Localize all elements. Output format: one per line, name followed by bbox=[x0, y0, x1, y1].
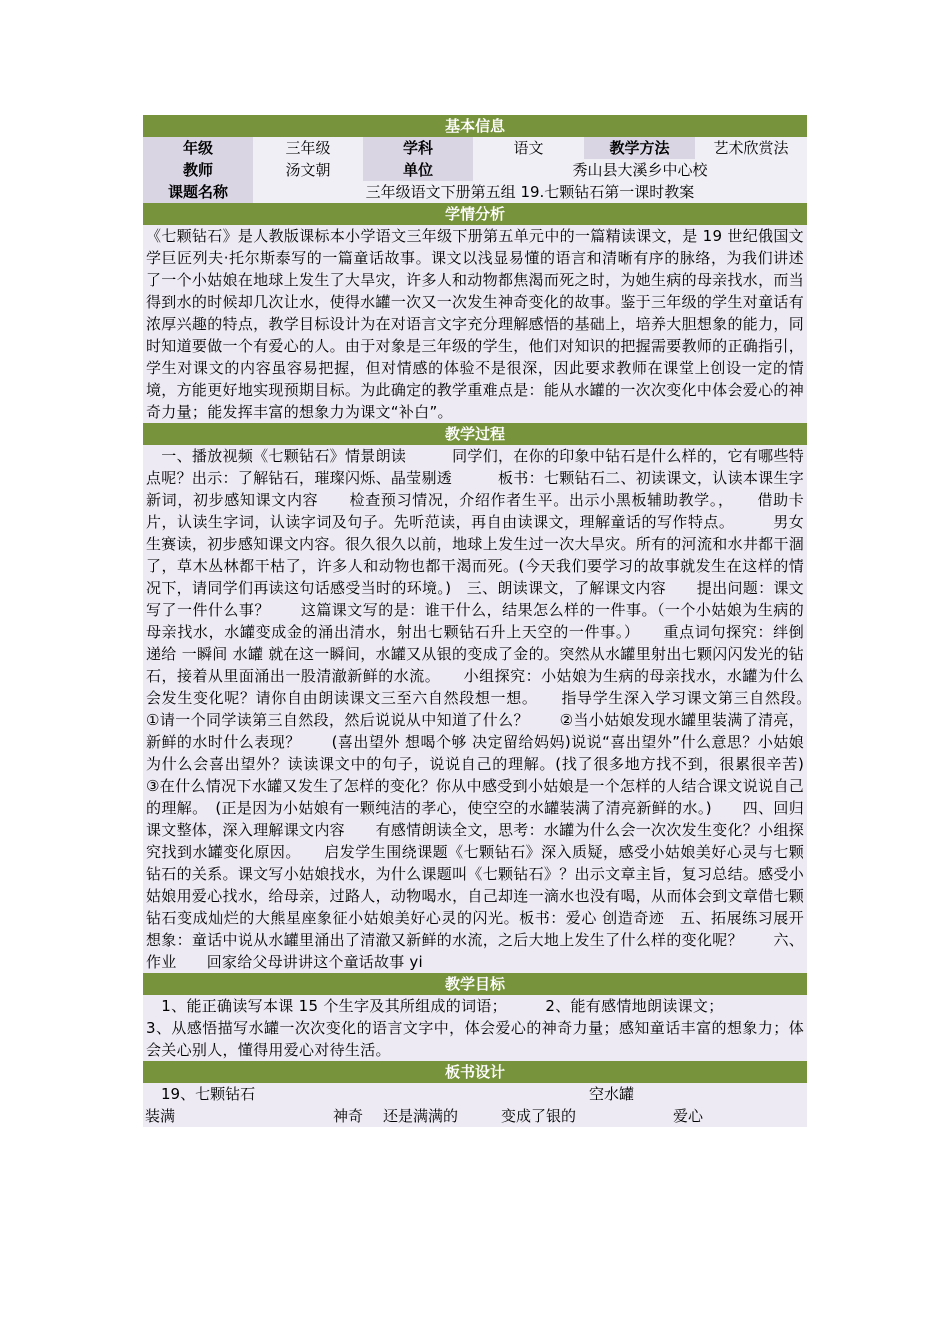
section-header-analysis: 学情分析 bbox=[143, 203, 807, 225]
board-still-full: 还是满满的 bbox=[383, 1107, 459, 1125]
method-label: 教学方法 bbox=[584, 137, 695, 159]
grade-label: 年级 bbox=[143, 137, 253, 159]
board-title: 19、七颗钻石 bbox=[161, 1085, 256, 1103]
grade-value: 三年级 bbox=[253, 137, 363, 159]
board-became-silver: 变成了银的 bbox=[501, 1107, 577, 1125]
board-love: 爱心 bbox=[673, 1107, 704, 1125]
subject-label: 学科 bbox=[363, 137, 473, 159]
board-empty-jar: 空水罐 bbox=[589, 1085, 635, 1103]
info-row-3 bbox=[143, 181, 807, 203]
section-header-process: 教学过程 bbox=[143, 423, 807, 445]
info-row-2 bbox=[143, 159, 807, 181]
board-full: 装满 bbox=[145, 1107, 176, 1125]
goals-line-1: 1、能正确读写本课 15 个生字及其所组成的词语； 2、能有感情地朗读课文； bbox=[146, 997, 724, 1015]
basic-info-table bbox=[143, 137, 807, 203]
teacher-value: 汤文朝 bbox=[253, 159, 363, 181]
board-magic: 神奇 bbox=[333, 1107, 364, 1125]
lesson-plan-document bbox=[143, 115, 835, 1127]
section-header-goals: 教学目标 bbox=[143, 973, 807, 995]
section-header-basic-info: 基本信息 bbox=[143, 115, 807, 137]
topic-value: 三年级语文下册第五组 19.七颗钻石第一课时教案 bbox=[253, 181, 807, 203]
board-design-block bbox=[143, 1083, 807, 1127]
process-paragraph: 一、播放视频《七颗钻石》情景朗读 同学们，在你的印象中钻石是什么样的，它有哪些特点呢？出示：了解钻石，璀璨闪烁、晶莹剔透 板书：七颗钻石二、初读课文，认读本课生字新词，初步感知课文内容 检查预习情况，介绍作者生平。出示小黑板辅助教学。， 借助卡片，认读生字词，认读字词及句子。先听范读，再自由读课文，理解童话的写作特点。 男女生赛读，初步感知课文内容。很久很久以前，地球上发生过一次大旱灾。所有的河流和水井都干涸了，草木丛林都干枯了，许多人和动物也都干渴而死。(今天我们要学习的故事就发生在这样的情况下，请同学们再读这句话感受当时的环境。) 三、朗读课文，了解课文内容 提出问题：课文写了一件什么事？ 这篇课文写的是：谁干什么，结果怎么样的一件事。（一个小姑娘为生病的母亲找水，水罐变成金的涌出清水，射出七颗钻石升上天空的一件事。） 重点词句探究：绊倒 递给 一瞬间 水罐 就在这一瞬间，水罐又从银的变成了金的。突然从水罐里射出七颗闪闪发光的钻石，接着从里面涌出一股清澈新鲜的水流。 小组探究：小姑娘为生病的母亲找水，水罐为什么会发生变化呢？请你自由朗读课文三至六自然段想一想。 指导学生深入学习课文第三自然段。 ①请一个同学读第三自然段，然后说说从中知道了什么？ ②当小姑娘发现水罐里装满了清亮，新鲜的水时什么表现？ (喜出望外 想喝个够 决定留给妈妈)说说“喜出望外”什么意思？小姑娘为什么会喜出望外？读读课文中的句子，说说自己的理解。(找了很多地方找不到，很累很辛苦) ③在什么情况下水罐又发生了怎样的变化？你从中感受到小姑娘是一个怎样的人结合课文说说自己的理解。 (正是因为小姑娘有一颗纯洁的孝心，使空空的水罐装满了清亮新鲜的水。) 四、回归课文整体，深入理解课文内容 有感情朗读全文，思考：水罐为什么会一次次发生变化？小组探究找到水罐变化原因。 启发学生围绕课题《七颗钻石》深入质疑，感受小姑娘美好心灵与七颗钻石的关系。课文写小姑娘找水，为什么课题叫《七颗钻石》？出示文章主旨，复习总结。感受小姑娘用爱心找水，给母亲，过路人，动物喝水，自己却连一滴水也没有喝，从而体会到文章借七颗钻石变成灿烂的大熊星座象征小姑娘美好心灵的闪光。板书：爱心 创造奇迹 五、拓展练习展开想象：童话中说从水罐里涌出了清澈又新鲜的水流，之后大地上发生了什么样的变化呢？ 六、作业 回家给父母讲讲这个童话故事 yi bbox=[143, 445, 807, 973]
unit-value: 秀山县大溪乡中心校 bbox=[473, 159, 807, 181]
subject-value: 语文 bbox=[473, 137, 584, 159]
topic-label: 课题名称 bbox=[143, 181, 253, 203]
method-value: 艺术欣赏法 bbox=[695, 137, 807, 159]
goals-block bbox=[143, 995, 807, 1061]
goals-line-2: 3、从感悟描写水罐一次次变化的语言文字中，体会爱心的神奇力量；感知童话丰富的想象力；体会关心别人，懂得用爱心对待生活。 bbox=[146, 1019, 804, 1059]
teacher-label: 教师 bbox=[143, 159, 253, 181]
analysis-paragraph: 《七颗钻石》是人教版课标本小学语文三年级下册第五单元中的一篇精读课文，是 19 世纪俄国文学巨匠列夫·托尔斯泰写的一篇童话故事。课文以浅显易懂的语言和清晰有序的脉络，为我们讲述了一个小姑娘在地球上发生了大旱灾，许多人和动物都焦渴而死之时，为她生病的母亲找水，而当得到水的时候却几次让水，使得水罐一次又一次发生神奇变化的故事。鉴于三年级的学生对童话有浓厚兴趣的特点，教学目标设计为在对语言文字充分理解感悟的基础上，培养大胆想象的能力，同时知道要做一个有爱心的人。由于对象是三年级的学生，他们对知识的把握需要教师的正确指引，学生对课文的内容虽容易把握，但对情感的体验不是很深，因此要求教师在课堂上创设一定的情境，方能更好地实现预期目标。为此确定的教学重难点是：能从水罐的一次次变化中体会爱心的神奇力量；能发挥丰富的想象力为课文“补白”。 bbox=[143, 225, 807, 423]
info-row-1 bbox=[143, 137, 807, 159]
unit-label: 单位 bbox=[363, 159, 473, 181]
section-header-board: 板书设计 bbox=[143, 1061, 807, 1083]
